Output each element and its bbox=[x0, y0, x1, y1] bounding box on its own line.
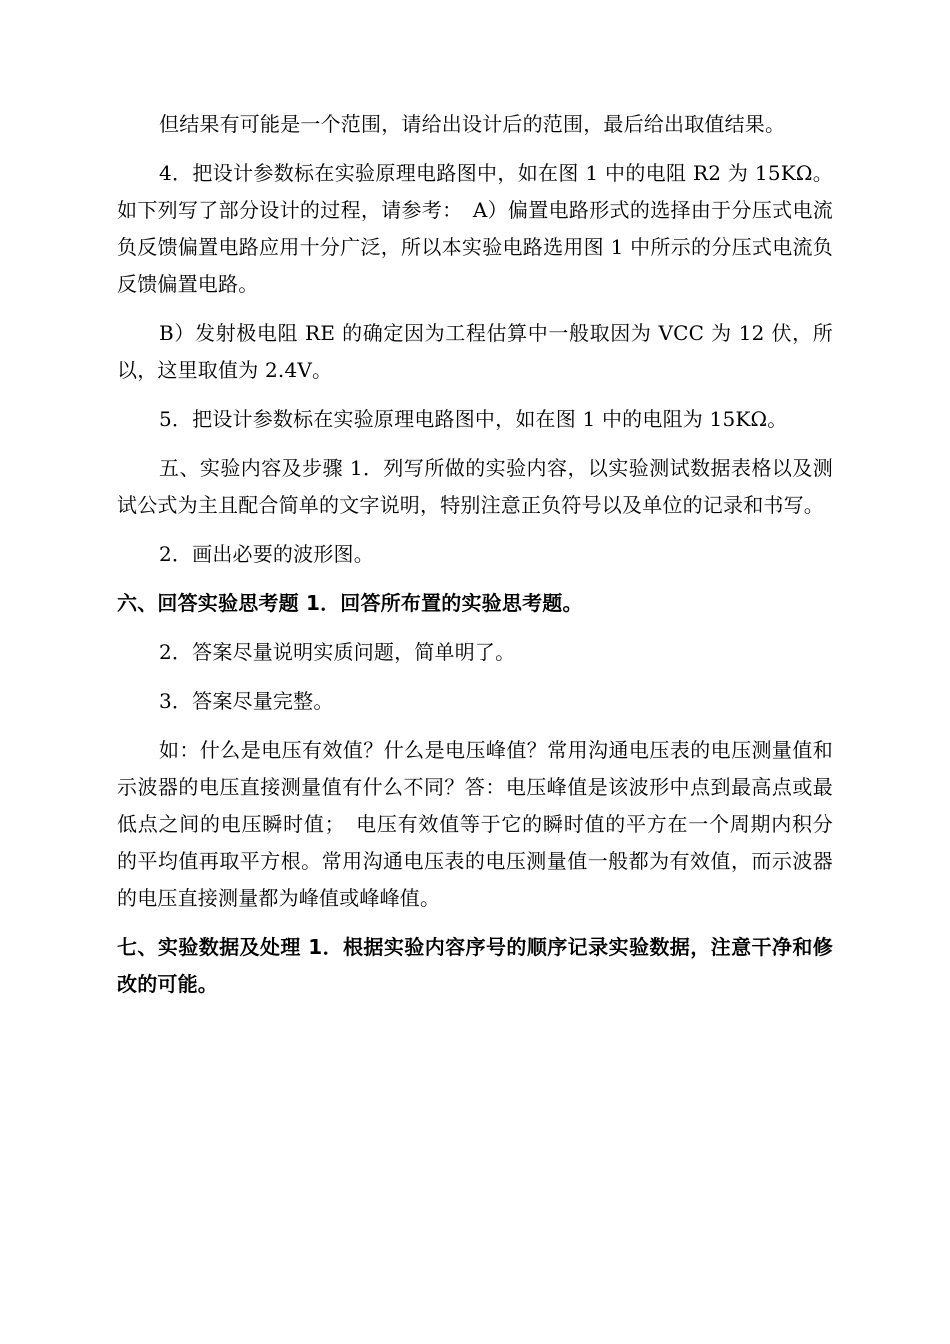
heading-section-6: 六、回答实验思考题 1．回答所布置的实验思考题。 bbox=[117, 591, 583, 615]
heading-section-7: 七、实验数据及处理 1．根据实验内容序号的顺序记录实验数据，注意干净和修改的可能。 bbox=[117, 935, 833, 996]
paragraph-step-4: 4．把设计参数标在实验原理电路图中，如在图 1 中的电阻 R2 为 15KΩ。如下列写了部分设计的过程，请参考： A）偏置电路形式的选择由于分压式电流负反馈偏置电路应用十分广泛，所以本实验电路选用图 1 中所示的分压式电流负反馈偏置电路。 bbox=[117, 161, 833, 296]
paragraph-section-5: 五、实验内容及步骤 1．列写所做的实验内容，以实验测试数据表格以及测试公式为主且配合简单的文字说明，特别注意正负符号以及单位的记录和书写。 bbox=[117, 456, 833, 517]
paragraph-answer-essence: 2．答案尽量说明实质问题，简单明了。 bbox=[159, 640, 516, 664]
paragraph-emitter-resistor: B）发射极电阻 RE 的确定因为工程估算中一般取因为 VCC 为 12 伏，所以，这里取值为 2.4V。 bbox=[117, 321, 833, 382]
paragraph-step-5: 5．把设计参数标在实验原理电路图中，如在图 1 中的电阻为 15KΩ。 bbox=[159, 407, 788, 431]
document-page bbox=[117, 106, 833, 1003]
paragraph-result-range: 但结果有可能是一个范围，请给出设计后的范围，最后给出取值结果。 bbox=[159, 112, 786, 136]
paragraph-voltage-example: 如：什么是电压有效值？什么是电压峰值？常用沟通电压表的电压测量值和示波器的电压直接测量值有什么不同？答：电压峰值是该波形中点到最高点或最低点之间的电压瞬时值； 电压有效值等于它的瞬时值的平方在一个周期内积分的平均值再取平方根。常用沟通电压表的电压测量值一般都为有效值，而示波器的电压直接测量都为峰值或峰峰值。 bbox=[117, 738, 833, 910]
paragraph-waveform: 2．画出必要的波形图。 bbox=[159, 542, 374, 566]
paragraph-answer-complete: 3．答案尽量完整。 bbox=[159, 689, 334, 713]
